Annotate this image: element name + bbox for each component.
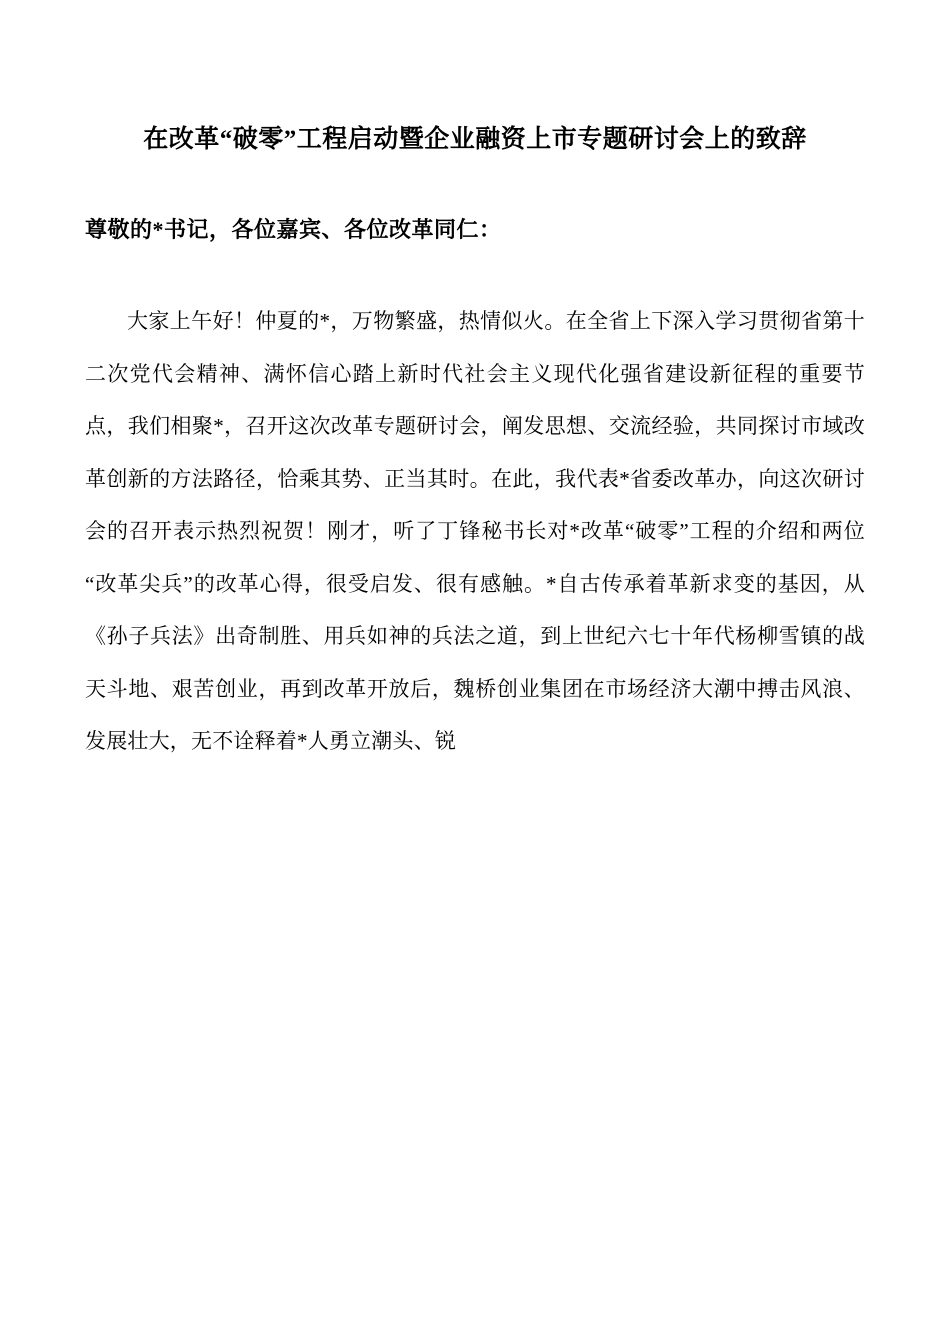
body-paragraph: 大家上午好！仲夏的*，万物繁盛，热情似火。在全省上下深入学习贯彻省第十二次党代会精神、满怀信心踏上新时代社会主义现代化强省建设新征程的重要节点，我们相聚*，召开这次改革专题研讨会，阐发思想、交流经验，共同探讨市域改革创新的方法路径，恰乘其势、正当其时。在此，我代表*省委改革办，向这次研讨会的召开表示热烈祝贺！刚才，听了丁锋秘书长对*改革“破零”工程的介绍和两位 “改革尖兵”的改革心得，很受启发、很有感触。*自古传承着革新求变的基因，从《孙子兵法》出奇制胜、用兵如神的兵法之道，到上世纪六七十年代杨柳雪镇的战天斗地、艰苦创业，再到改革开放后，魏桥创业集团在市场经济大潮中搏击风浪、发展壮大，无不诠释着*人勇立潮头、锐 <box>85 309 865 754</box>
page-title: 在改革“破零”工程启动暨企业融资上市专题研讨会上的致辞 <box>143 126 807 153</box>
salutation: 尊敬的*书记，各位嘉宾、各位改革同仁： <box>85 217 502 242</box>
